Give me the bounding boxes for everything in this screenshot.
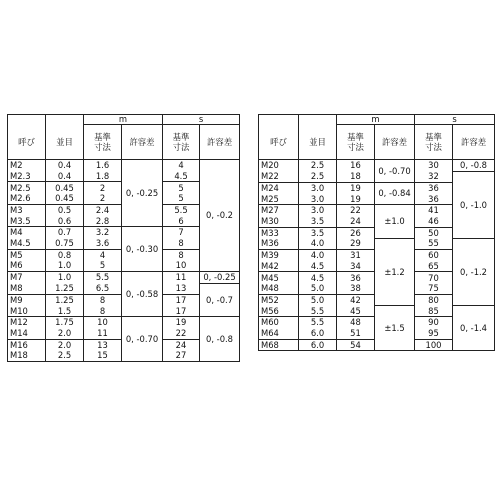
header-m: m bbox=[337, 115, 415, 125]
cell-s-tolerance: 0, -0.8 bbox=[200, 317, 240, 362]
cell-pitch: 0.7 bbox=[46, 227, 84, 238]
cell-s: 27 bbox=[163, 350, 200, 361]
cell-pitch: 3.5 bbox=[299, 216, 337, 227]
cell-pitch: 3.0 bbox=[299, 182, 337, 193]
cell-s: 36 bbox=[415, 182, 453, 193]
cell-m: 1.8 bbox=[84, 171, 122, 182]
cell-name: M33 bbox=[259, 227, 299, 238]
cell-pitch: 1.25 bbox=[46, 283, 84, 294]
cell-name: M8 bbox=[8, 283, 46, 294]
header-basic-size-text: 基準寸法 bbox=[172, 131, 190, 152]
header-s-basic-size bbox=[415, 125, 453, 160]
header-name-top bbox=[8, 115, 46, 125]
cell-s: 5.5 bbox=[163, 204, 200, 215]
cell-pitch: 4.0 bbox=[299, 238, 337, 249]
cell-m: 18 bbox=[337, 171, 375, 182]
cell-m: 42 bbox=[337, 294, 375, 305]
header-basic-size-text: 基準寸法 bbox=[347, 131, 364, 152]
cell-m: 22 bbox=[337, 205, 375, 216]
cell-s: 24 bbox=[163, 339, 200, 350]
cell-m: 13 bbox=[84, 339, 122, 350]
cell-name: M36 bbox=[259, 238, 299, 249]
cell-m-tolerance: 0, -0.58 bbox=[122, 271, 163, 316]
cell-s-tolerance: 0, -0.25 bbox=[200, 271, 240, 283]
cell-name: M4 bbox=[8, 227, 46, 238]
cell-s: 17 bbox=[163, 305, 200, 316]
table-row bbox=[259, 160, 495, 172]
cell-name: M45 bbox=[259, 272, 299, 283]
cell-name: M3 bbox=[8, 204, 46, 215]
cell-s: 4.5 bbox=[163, 171, 200, 182]
cell-m: 54 bbox=[337, 339, 375, 351]
cell-name: M20 bbox=[259, 160, 299, 172]
cell-pitch: 4.5 bbox=[299, 261, 337, 272]
cell-pitch: 1.0 bbox=[46, 271, 84, 283]
cell-s: 90 bbox=[415, 317, 453, 328]
cell-m: 8 bbox=[84, 305, 122, 316]
cell-pitch: 2.5 bbox=[299, 171, 337, 182]
cell-name: M14 bbox=[8, 328, 46, 339]
cell-m: 48 bbox=[337, 317, 375, 328]
header-pitch-top bbox=[46, 115, 84, 125]
cell-s: 5 bbox=[163, 182, 200, 193]
cell-m: 2.4 bbox=[84, 204, 122, 215]
left-spec-table bbox=[7, 114, 240, 362]
right-spec-table bbox=[258, 114, 495, 351]
cell-name: M12 bbox=[8, 317, 46, 328]
cell-s: 17 bbox=[163, 294, 200, 305]
cell-m: 10 bbox=[84, 317, 122, 328]
table-row bbox=[8, 271, 240, 283]
cell-m: 26 bbox=[337, 227, 375, 238]
cell-s: 13 bbox=[163, 283, 200, 294]
table-row bbox=[8, 160, 240, 171]
header-m-basic-size bbox=[337, 125, 375, 160]
cell-pitch: 0.45 bbox=[46, 193, 84, 204]
cell-pitch: 0.45 bbox=[46, 182, 84, 193]
header-name: 呼び bbox=[259, 125, 299, 160]
cell-m: 29 bbox=[337, 238, 375, 249]
cell-m: 38 bbox=[337, 283, 375, 294]
cell-pitch: 3.0 bbox=[299, 205, 337, 216]
cell-m: 11 bbox=[84, 328, 122, 339]
cell-m: 19 bbox=[337, 182, 375, 193]
cell-s: 8 bbox=[163, 238, 200, 249]
cell-s-tolerance: 0, -1.0 bbox=[453, 171, 495, 238]
cell-s: 70 bbox=[415, 272, 453, 283]
header-m-tolerance: 許容差 bbox=[375, 125, 415, 160]
header-s: s bbox=[415, 115, 495, 125]
cell-m-tolerance: ±1.5 bbox=[375, 305, 415, 350]
cell-s: 55 bbox=[415, 238, 453, 249]
table-row bbox=[8, 317, 240, 328]
cell-s: 100 bbox=[415, 339, 453, 351]
cell-name: M56 bbox=[259, 305, 299, 316]
cell-s: 5 bbox=[163, 193, 200, 204]
cell-s-tolerance: 0, -1.4 bbox=[453, 305, 495, 350]
cell-s: 10 bbox=[163, 260, 200, 271]
cell-pitch: 0.4 bbox=[46, 160, 84, 171]
cell-pitch: 1.25 bbox=[46, 294, 84, 305]
cell-pitch: 1.0 bbox=[46, 260, 84, 271]
cell-m: 19 bbox=[337, 194, 375, 205]
header-pitch: 並目 bbox=[299, 125, 337, 160]
cell-name: M27 bbox=[259, 205, 299, 216]
cell-name: M60 bbox=[259, 317, 299, 328]
header-m: m bbox=[84, 115, 163, 125]
cell-m: 5 bbox=[84, 260, 122, 271]
cell-m: 31 bbox=[337, 250, 375, 261]
cell-name: M52 bbox=[259, 294, 299, 305]
cell-name: M42 bbox=[259, 261, 299, 272]
cell-s: 36 bbox=[415, 194, 453, 205]
header-name-top bbox=[259, 115, 299, 125]
cell-m: 4 bbox=[84, 249, 122, 260]
header-m-basic-size bbox=[84, 125, 122, 160]
cell-m: 45 bbox=[337, 305, 375, 316]
cell-s: 50 bbox=[415, 227, 453, 238]
cell-name: M25 bbox=[259, 194, 299, 205]
cell-name: M2.6 bbox=[8, 193, 46, 204]
cell-pitch: 0.75 bbox=[46, 238, 84, 249]
cell-pitch: 0.5 bbox=[46, 204, 84, 215]
cell-pitch: 0.4 bbox=[46, 171, 84, 182]
cell-pitch: 2.5 bbox=[299, 160, 337, 172]
cell-m-tolerance: 0, -0.25 bbox=[122, 160, 163, 227]
cell-s-tolerance: 0, -1.2 bbox=[453, 238, 495, 305]
cell-m-tolerance: 0, -0.30 bbox=[122, 227, 163, 272]
cell-m: 36 bbox=[337, 272, 375, 283]
cell-pitch: 5.5 bbox=[299, 305, 337, 316]
cell-m: 3.2 bbox=[84, 227, 122, 238]
cell-m: 6.5 bbox=[84, 283, 122, 294]
header-name: 呼び bbox=[8, 125, 46, 160]
cell-pitch: 4.0 bbox=[299, 250, 337, 261]
cell-s: 46 bbox=[415, 216, 453, 227]
cell-name: M68 bbox=[259, 339, 299, 351]
cell-name: M16 bbox=[8, 339, 46, 350]
cell-pitch: 1.5 bbox=[46, 305, 84, 316]
cell-m-tolerance: 0, -0.70 bbox=[375, 160, 415, 183]
cell-name: M2.3 bbox=[8, 171, 46, 182]
cell-s: 19 bbox=[163, 317, 200, 328]
table-row bbox=[259, 238, 495, 249]
cell-name: M9 bbox=[8, 294, 46, 305]
cell-name: M2.5 bbox=[8, 182, 46, 193]
cell-s: 6 bbox=[163, 215, 200, 226]
cell-name: M30 bbox=[259, 216, 299, 227]
cell-m-tolerance: ±1.0 bbox=[375, 205, 415, 239]
header-basic-size-text: 基準寸法 bbox=[425, 131, 442, 152]
cell-m: 1.6 bbox=[84, 160, 122, 171]
cell-pitch: 4.5 bbox=[299, 272, 337, 283]
cell-s: 11 bbox=[163, 271, 200, 283]
cell-s: 32 bbox=[415, 171, 453, 182]
cell-s-tolerance: 0, -0.8 bbox=[453, 160, 495, 172]
cell-m-tolerance: ±1.2 bbox=[375, 238, 415, 305]
cell-pitch: 0.6 bbox=[46, 215, 84, 226]
cell-name: M22 bbox=[259, 171, 299, 182]
header-pitch-top bbox=[299, 115, 337, 125]
cell-pitch: 3.5 bbox=[299, 227, 337, 238]
cell-m: 2 bbox=[84, 193, 122, 204]
header-pitch: 並目 bbox=[46, 125, 84, 160]
cell-pitch: 2.0 bbox=[46, 339, 84, 350]
cell-m: 8 bbox=[84, 294, 122, 305]
cell-m: 15 bbox=[84, 350, 122, 361]
header-s-tolerance: 許容差 bbox=[453, 125, 495, 160]
cell-pitch: 0.8 bbox=[46, 249, 84, 260]
cell-pitch: 5.5 bbox=[299, 317, 337, 328]
table-row bbox=[259, 305, 495, 316]
cell-s: 41 bbox=[415, 205, 453, 216]
cell-name: M3.5 bbox=[8, 215, 46, 226]
cell-m: 34 bbox=[337, 261, 375, 272]
header-s-basic-size bbox=[163, 125, 200, 160]
cell-pitch: 5.0 bbox=[299, 294, 337, 305]
cell-pitch: 6.0 bbox=[299, 328, 337, 339]
cell-s: 8 bbox=[163, 249, 200, 260]
cell-name: M10 bbox=[8, 305, 46, 316]
cell-m-tolerance: 0, -0.84 bbox=[375, 182, 415, 204]
cell-s: 4 bbox=[163, 160, 200, 171]
cell-m: 5.5 bbox=[84, 271, 122, 283]
cell-name: M24 bbox=[259, 182, 299, 193]
cell-s: 60 bbox=[415, 250, 453, 261]
cell-name: M4.5 bbox=[8, 238, 46, 249]
cell-name: M18 bbox=[8, 350, 46, 361]
cell-pitch: 3.0 bbox=[299, 194, 337, 205]
cell-m: 2.8 bbox=[84, 215, 122, 226]
cell-m: 2 bbox=[84, 182, 122, 193]
cell-name: M6 bbox=[8, 260, 46, 271]
cell-s-tolerance: 0, -0.2 bbox=[200, 160, 240, 272]
cell-pitch: 2.0 bbox=[46, 328, 84, 339]
cell-m-tolerance: 0, -0.70 bbox=[122, 317, 163, 362]
cell-name: M39 bbox=[259, 250, 299, 261]
cell-pitch: 1.75 bbox=[46, 317, 84, 328]
cell-s: 80 bbox=[415, 294, 453, 305]
cell-pitch: 2.5 bbox=[46, 350, 84, 361]
cell-m: 3.6 bbox=[84, 238, 122, 249]
cell-s: 85 bbox=[415, 305, 453, 316]
cell-name: M5 bbox=[8, 249, 46, 260]
cell-s: 75 bbox=[415, 283, 453, 294]
cell-name: M48 bbox=[259, 283, 299, 294]
cell-s-tolerance: 0, -0.7 bbox=[200, 283, 240, 317]
cell-name: M64 bbox=[259, 328, 299, 339]
header-s: s bbox=[163, 115, 240, 125]
header-basic-size-text: 基準寸法 bbox=[94, 131, 111, 152]
cell-name: M2 bbox=[8, 160, 46, 171]
header-m-tolerance: 許容差 bbox=[122, 125, 163, 160]
cell-pitch: 5.0 bbox=[299, 283, 337, 294]
cell-m: 16 bbox=[337, 160, 375, 172]
cell-s: 95 bbox=[415, 328, 453, 339]
cell-s: 65 bbox=[415, 261, 453, 272]
cell-name: M7 bbox=[8, 271, 46, 283]
cell-m: 51 bbox=[337, 328, 375, 339]
cell-s: 22 bbox=[163, 328, 200, 339]
cell-m: 24 bbox=[337, 216, 375, 227]
cell-s: 30 bbox=[415, 160, 453, 172]
header-s-tolerance: 許容差 bbox=[200, 125, 240, 160]
cell-pitch: 6.0 bbox=[299, 339, 337, 351]
cell-s: 7 bbox=[163, 227, 200, 238]
